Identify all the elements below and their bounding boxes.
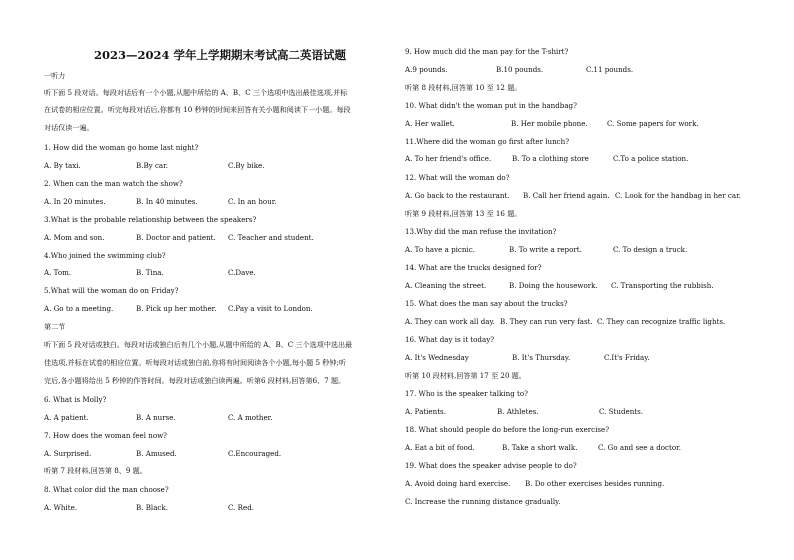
option-c[interactable]: C. Some papers for work.: [607, 119, 699, 128]
option-a[interactable]: A. Patients.: [405, 407, 446, 416]
option-c[interactable]: C.To a police station.: [613, 154, 689, 163]
question-14: 14. What are the trucks designed for?: [405, 263, 542, 272]
question-19-option-c[interactable]: C. Increase the running distance gradually.: [405, 497, 561, 506]
question-1: 1. How did the woman go home last night?: [44, 143, 199, 152]
option-a[interactable]: A. By taxi.: [44, 161, 81, 170]
question-11: 11.Where did the woman go first after lunch?: [405, 137, 570, 146]
option-a[interactable]: A. Cleaning the street.: [405, 281, 487, 290]
option-b[interactable]: B. A nurse.: [136, 413, 176, 422]
question-13: 13.Why did the man refuse the invitation?: [405, 227, 557, 236]
option-c[interactable]: C.Pay a visit to London.: [228, 304, 313, 313]
question-8-options: [44, 503, 254, 513]
option-c[interactable]: C. In an hour.: [228, 197, 277, 206]
option-b[interactable]: B. Doing the housework.: [509, 281, 598, 290]
instructions-2-line-1: 听下面 5 段对话或独白。每段对话或独白后有几个小题,从题中所给的 A、B、C 三个选项中选出最: [44, 340, 353, 349]
option-c[interactable]: C. Go and see a doctor.: [598, 443, 682, 452]
option-a[interactable]: A. It's Wednesday: [405, 353, 469, 362]
question-7: 7. How does the woman feel now?: [44, 431, 167, 440]
option-a[interactable]: A. Mom and son.: [44, 233, 105, 242]
option-a[interactable]: A. Go to a meeting.: [44, 304, 114, 313]
option-b[interactable]: B. Doctor and patient.: [136, 233, 216, 242]
question-13-options: [405, 245, 687, 255]
question-8: 8. What color did the man choose?: [44, 485, 169, 494]
instructions-1-line-1: 听下面 5 段对话。每段对话后有一个小题,从题中所给的 A、B、C 三个选项中选出最佳选项,并标: [44, 88, 348, 97]
question-18-options: [405, 443, 681, 453]
option-b[interactable]: B. Call her friend again.: [523, 191, 610, 200]
option-a[interactable]: A. Her wallet.: [405, 119, 455, 128]
question-16-options: [405, 353, 650, 363]
question-9-options: [405, 65, 633, 75]
option-b[interactable]: B. Black.: [136, 503, 168, 512]
page-title: 2023—2024 学年上学期期末考试高二英语试题: [93, 48, 346, 62]
listening-instruction-9: 听第 9 段材料,回答第 13 至 16 题。: [405, 209, 522, 218]
instructions-1-line-3: 对话仅读一遍。: [44, 123, 94, 132]
option-a[interactable]: A. Go back to the restaurant.: [405, 191, 510, 200]
question-15: 15. What does the man say about the trucks?: [405, 299, 568, 308]
option-a[interactable]: A. Eat a bit of food.: [405, 443, 475, 452]
question-5-options: [44, 304, 313, 314]
question-7-options: [44, 449, 281, 459]
section-heading-1: 一听力: [44, 71, 66, 80]
option-c[interactable]: C.11 pounds.: [586, 65, 634, 74]
listening-instruction-8: 听第 8 段材料,回答第 10 至 12 题。: [405, 83, 522, 92]
question-14-options: [405, 281, 714, 291]
question-10: 10. What didn't the woman put in the handbag?: [405, 101, 577, 110]
question-6-options: [44, 413, 273, 423]
option-b[interactable]: B. Amused.: [136, 449, 177, 458]
listening-instruction-7: 听第 7 段材料,回答第 8、9 题。: [44, 466, 147, 475]
question-16: 16. What day is it today?: [405, 335, 495, 344]
option-b[interactable]: B. It's Thursday.: [512, 353, 571, 362]
question-10-options: [405, 119, 699, 129]
option-a[interactable]: A. Tom.: [44, 268, 72, 277]
instructions-2-line-3: 完后,各小题将给出 5 秒钟的作答时间。每段对话或独白读两遍。听第6 段材料,回答第6、7 题。: [44, 376, 346, 385]
option-c[interactable]: C.By bike.: [228, 161, 265, 170]
option-c[interactable]: C. To design a truck.: [613, 245, 688, 254]
question-11-options: [405, 154, 688, 164]
option-c[interactable]: C.Dave.: [228, 268, 256, 277]
question-9: 9. How much did the man pay for the T-shirt?: [405, 47, 569, 56]
question-4: 4.Who joined the swimming club?: [44, 251, 166, 260]
option-a[interactable]: A. To her friend's office.: [405, 154, 492, 163]
question-18: 18. What should people do before the long-run exercise?: [405, 425, 610, 434]
question-19: 19. What does the speaker advise people to do?: [405, 461, 577, 470]
option-b[interactable]: B. Take a short walk.: [502, 443, 578, 452]
option-b[interactable]: B. Athletes.: [497, 407, 539, 416]
question-17-options: [405, 407, 643, 417]
option-a[interactable]: A.9 pounds.: [405, 65, 448, 74]
question-5: 5.What will the woman do on Friday?: [44, 286, 179, 295]
option-c[interactable]: C. Teacher and student.: [228, 233, 314, 242]
section-heading-2: 第二节: [44, 322, 66, 331]
question-1-options: [44, 161, 264, 171]
question-3-options: [44, 233, 314, 243]
question-6: 6. What is Molly?: [44, 395, 107, 404]
option-c[interactable]: C.Encouraged.: [228, 449, 282, 458]
question-2-options: [44, 197, 277, 207]
option-c[interactable]: C. Red.: [228, 503, 255, 512]
question-12: 12. What will the woman do?: [405, 173, 510, 182]
option-b[interactable]: B. Do other exercises besides running.: [525, 479, 665, 488]
listening-instruction-10: 听第 10 段材料,回答第 17 至 20 题。: [405, 371, 526, 380]
option-c[interactable]: C. They can recognize traffic lights.: [597, 317, 726, 326]
option-a[interactable]: A. A patient.: [44, 413, 89, 422]
option-b[interactable]: B. To a clothing store: [512, 154, 589, 163]
option-a[interactable]: A. In 20 minutes.: [44, 197, 106, 206]
question-2: 2. When can the man watch the show?: [44, 179, 183, 188]
option-c[interactable]: C. Students.: [599, 407, 644, 416]
question-17: 17. Who is the speaker talking to?: [405, 389, 528, 398]
option-b[interactable]: B. They can run very fast.: [500, 317, 593, 326]
option-b[interactable]: B. In 40 minutes.: [136, 197, 198, 206]
option-b[interactable]: B. Her mobile phone.: [511, 119, 588, 128]
option-c[interactable]: C. Transporting the rubbish.: [611, 281, 714, 290]
option-b[interactable]: B. To write a report.: [509, 245, 582, 254]
question-15-options: [405, 317, 725, 327]
option-b[interactable]: B. Pick up her mother.: [136, 304, 217, 313]
option-c[interactable]: C. A mother.: [228, 413, 273, 422]
instructions-2-line-2: 佳选项,并标在试卷的相应位置。听每段对话或独白前,你将有时间阅读各个小题,每小题 5 秒钟;听: [44, 358, 346, 367]
option-c[interactable]: C.It's Friday.: [604, 353, 650, 362]
option-a[interactable]: A. They can work all day.: [405, 317, 495, 326]
option-a[interactable]: A. Avoid doing hard exercise.: [405, 479, 511, 488]
option-b[interactable]: B. Tina.: [136, 268, 164, 277]
option-c[interactable]: C. Look for the handbag in her car.: [615, 191, 741, 200]
option-b[interactable]: B.10 pounds.: [496, 65, 544, 74]
question-3: 3.What is the probable relationship between the speakers?: [44, 215, 257, 224]
question-12-options: [405, 191, 741, 201]
question-4-options: [44, 268, 256, 278]
option-a[interactable]: A. To have a picnic.: [405, 245, 475, 254]
question-19-options: [405, 479, 664, 489]
option-a[interactable]: A. White.: [44, 503, 78, 512]
option-b[interactable]: B.By car.: [136, 161, 169, 170]
option-a[interactable]: A. Surprised.: [44, 449, 92, 458]
instructions-1-line-2: 在试卷的相应位置。听完每段对话后,你都有 10 秒钟的时间来回答有关小题和阅读下一小题。每段: [44, 105, 351, 114]
